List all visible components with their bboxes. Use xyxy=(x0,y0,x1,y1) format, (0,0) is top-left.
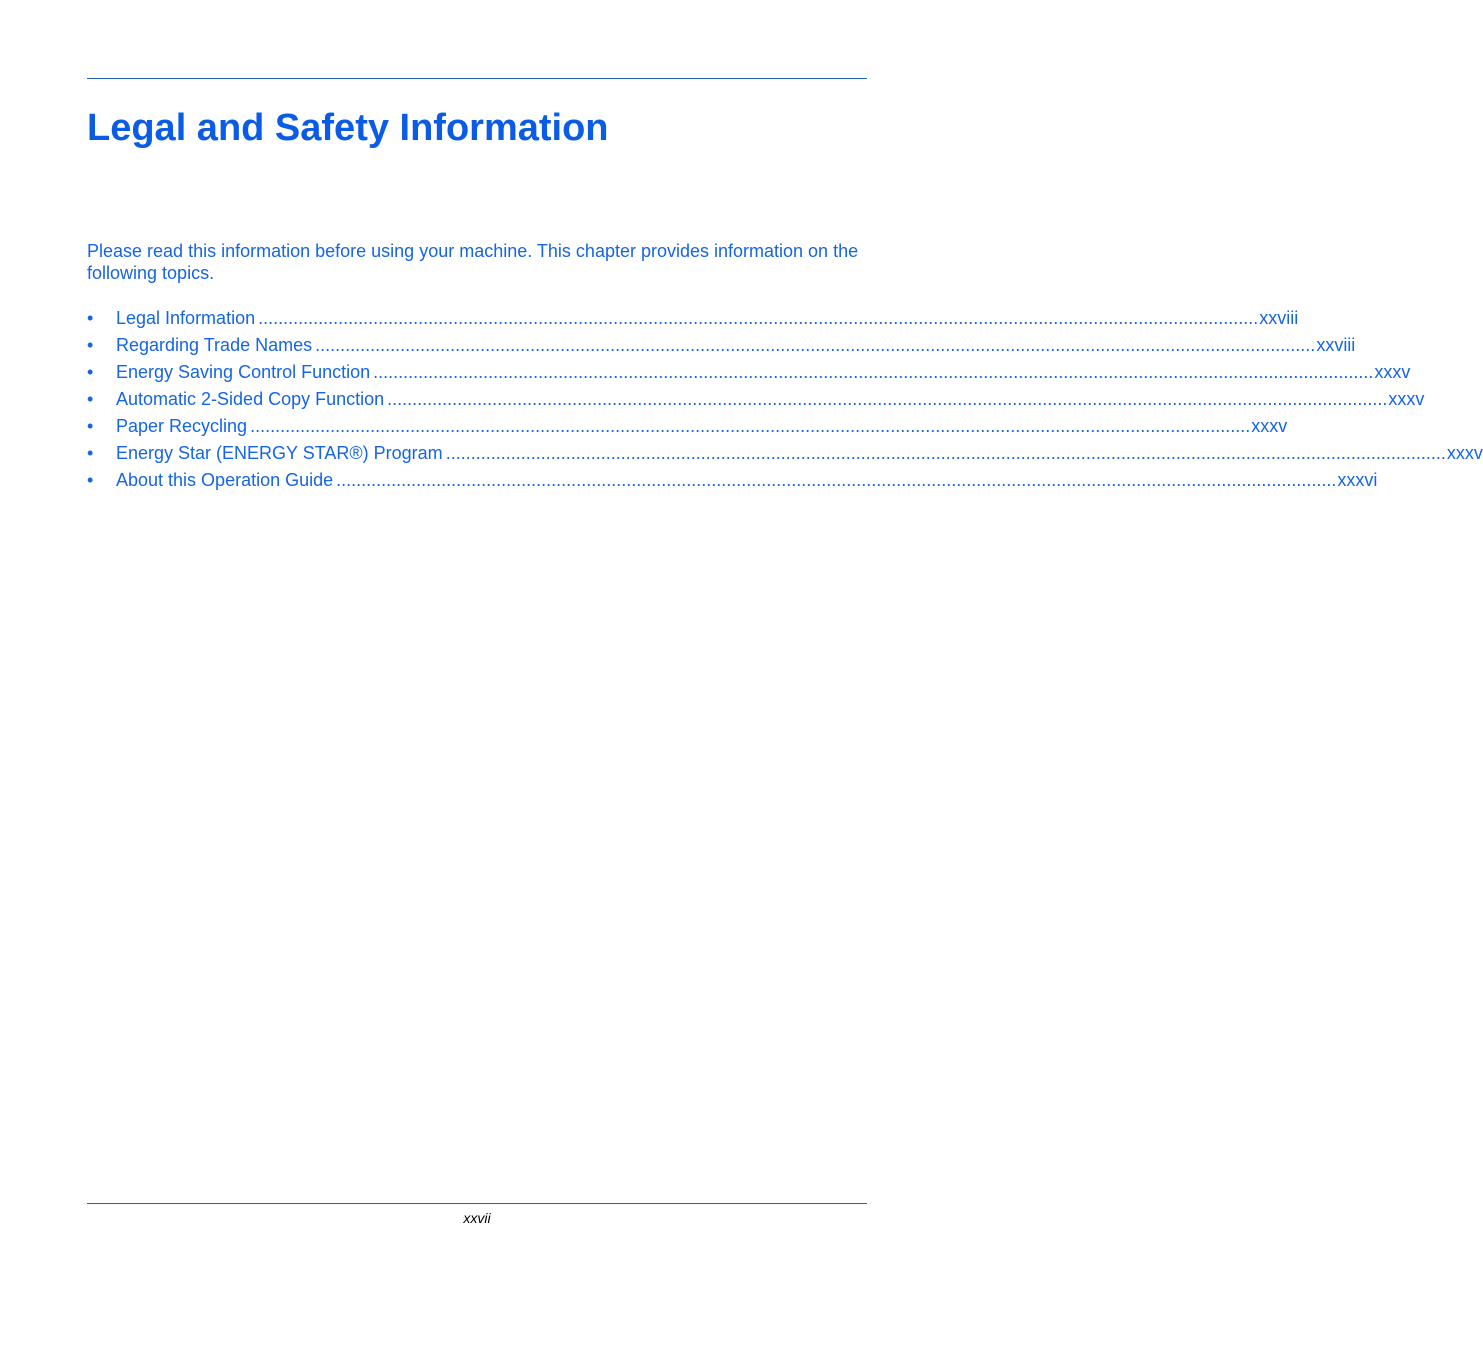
bullet: • xyxy=(87,470,94,490)
toc-page: xxxv xyxy=(1446,443,1483,463)
toc-page: xxxv xyxy=(1388,389,1425,409)
page-title: Legal and Safety Information xyxy=(87,107,609,149)
bullet: • xyxy=(87,389,94,409)
toc-page: xxviii xyxy=(1259,308,1299,328)
toc-link[interactable] xyxy=(116,305,1299,332)
header-rule xyxy=(87,78,867,79)
toc-item-energy-saving-control-function[interactable] xyxy=(87,359,1411,386)
toc-link[interactable] xyxy=(116,359,1411,386)
dot-leader: ........................................................................................................................................................................................................ xyxy=(336,470,1337,490)
toc-page: xxxvi xyxy=(1337,470,1378,490)
page-number: xxvii xyxy=(463,1210,491,1226)
dot-leader: ........................................................................................................................................................................................................ xyxy=(250,416,1251,436)
toc-item-about-this-operation-guide[interactable] xyxy=(87,467,1378,494)
bullet: • xyxy=(87,335,94,355)
toc-page: xxxv xyxy=(1251,416,1288,436)
intro-paragraph: Please read this information before using your machine. This chapter provides information on the following topics. xyxy=(87,241,859,283)
toc-item-legal-information[interactable] xyxy=(87,305,1299,332)
toc-link[interactable] xyxy=(116,467,1378,494)
toc-label: Legal Information xyxy=(116,308,256,328)
toc-item-energy-star-program[interactable] xyxy=(87,440,1483,467)
toc-label: Energy Saving Control Function xyxy=(116,362,371,382)
toc-link[interactable] xyxy=(116,332,1356,359)
footer-rule xyxy=(87,1203,867,1204)
toc-page: xxxv xyxy=(1374,362,1411,382)
toc-link[interactable] xyxy=(116,413,1288,440)
toc-label: Automatic 2-Sided Copy Function xyxy=(116,389,385,409)
toc-label: About this Operation Guide xyxy=(116,470,334,490)
toc-item-automatic-2-sided-copy-function[interactable] xyxy=(87,386,1425,413)
topic-list xyxy=(87,305,1483,494)
dot-leader: ........................................................................................................................................................................................................ xyxy=(258,308,1259,328)
bullet: • xyxy=(87,362,94,382)
toc-label: Regarding Trade Names xyxy=(116,335,313,355)
dot-leader: ........................................................................................................................................................................................................ xyxy=(387,389,1388,409)
bullet: • xyxy=(87,416,94,436)
toc-link[interactable] xyxy=(116,386,1425,413)
dot-leader: ........................................................................................................................................................................................................ xyxy=(373,362,1374,382)
toc-label: Energy Star (ENERGY STAR®) Program xyxy=(116,443,443,463)
dot-leader: ........................................................................................................................................................................................................ xyxy=(315,335,1316,355)
bullet: • xyxy=(87,443,94,463)
toc-page: xxviii xyxy=(1316,335,1356,355)
toc-item-regarding-trade-names[interactable] xyxy=(87,332,1356,359)
dot-leader: ........................................................................................................................................................................................................ xyxy=(445,443,1446,463)
toc-item-paper-recycling[interactable] xyxy=(87,413,1288,440)
toc-link[interactable] xyxy=(116,440,1483,467)
toc-label: Paper Recycling xyxy=(116,416,248,436)
bullet: • xyxy=(87,308,94,328)
